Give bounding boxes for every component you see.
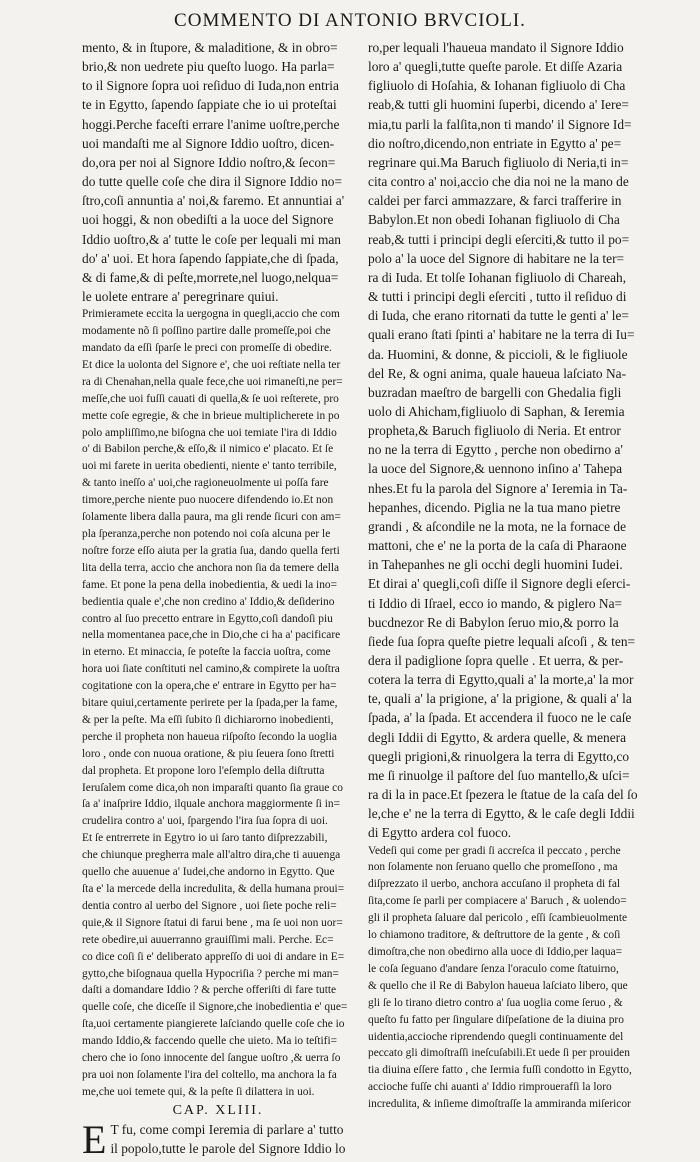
chapter-text [82, 1116, 354, 1162]
text-line: cotera la terra di Egytto,quali a' la morte,a' la mor [368, 672, 634, 688]
text-line: Et ſe entrerrete in Egytro io ui ſaro tanto diſprezzabili, [82, 832, 328, 845]
text-line: da. Huomini, & donne, & piccioli, & le figliuole [368, 346, 628, 362]
text-line: rete obedire,ui auuerranno grauiſſimi mali. Perche. Ec= [82, 933, 334, 946]
text-line: buzradan maeſtro de bargelli con Ghedalia figli [368, 384, 622, 400]
text-line: crudelira contro a' uoi, ſpargendo l'ira ſua ſopra di uoi. [82, 815, 328, 828]
text-line: uoi mi farete in uerita obedienti, niente e' tanto terribile, [82, 460, 337, 473]
text-line: fame. Et pone la pena della inobedientia, & uedi la ino= [82, 578, 338, 591]
text-line: loro a' quegli,tutte queſte parole. Et diſſe Azaria [368, 59, 623, 75]
text-line: me ſi rinuolge il paſtore del ſuo mantello,& uſci= [368, 767, 630, 783]
text-line: te, quali a' la prigione, a' la prigione, & quali a' la [368, 691, 632, 707]
text-line: quali erano ſtati ſpinti a' habitare ne la terra di Iu= [368, 327, 635, 343]
text-line: gli ſe lo tirano dietro contro a' ſua uoglia come ſeruo , & [368, 996, 623, 1009]
text-line: & quello che il Re di Babylon haueua laſciato libero, que [368, 979, 628, 992]
text-line: in Tahepanhes ne gli occhi degli huomini Iudei. [368, 557, 623, 573]
text-line: non ſolamente non ſeruano quello che promeſſono , ma [368, 861, 618, 874]
text-line: pra uoi non ſolamente l'ira del coltello, ma anchora la fa [82, 1068, 337, 1081]
text-line: propheta,& Baruch figliuolo di Neria. Et entror [368, 423, 621, 439]
commentary-text [82, 306, 354, 1101]
text-line: uoi hoggi, & non obediſti a la uoce del Signore [82, 212, 334, 228]
text-line: hepanhes, dicendo. Piglia ne la tua mano pietre [368, 499, 621, 515]
text-line: gli il propheta ſaluare dal pericolo , eſſi ſcambieuolmente [368, 912, 628, 925]
text-line: ſtro,coſi annuntia a' noi,& faremo. Et annuntiai a' [82, 193, 345, 209]
text-line: le coſa ſeguano d'andare ſenza l'oraculo come ſtatuirno, [368, 962, 619, 975]
text-line: modamente nõ ſi poſſino partire dalle promeſſe,poi che [82, 325, 331, 338]
text-line: bedientia quale e',che non credino a' Iddio,& deſiderino [82, 595, 335, 608]
text-line: dal propheta. Et propone loro l'eſemplo della diſtrutta [82, 764, 325, 777]
text-line: queſto fu fatto per ſingulare diſpeſatione de la diuina pro [368, 1013, 624, 1026]
text-line: chero che io ſono innocente del ſangue uoſtro ,& uerra ſo [82, 1052, 341, 1065]
text-line: & di fame,& di peſte,morrete,nel luogo,nelqua= [82, 269, 339, 285]
text-line: grandi , & aſcondile ne la mota, ne la fornace de [368, 518, 627, 534]
text-line: brio,& non uedrete piu queſto luogo. Ha parla= [82, 59, 335, 75]
text-line: me,che uoi temete qui, & la peſte ſi dilattera in uoi. [82, 1085, 315, 1098]
chapter-heading: CAP. XLIII. [172, 1102, 264, 1118]
text-line: T fu, come compi Ieremia di parlare a' tutto [110, 1121, 344, 1137]
text-line: ſolamente libera dalla paura, ma gli rende ſicuri con am= [82, 511, 341, 524]
text-line: pla ſperanza,perche non potendo noi coſa alcuna per le [82, 527, 331, 540]
text-line: tia diuina eſſere fatto , che Iermia fuſſi condotto in Egytto, [368, 1064, 632, 1077]
text-line: quelle coſe, che diceſſe il Signore,che inobedientia e' que= [82, 1001, 348, 1014]
text-line: & tutti i principi degli eſerciti , tutto il reſiduo di [368, 289, 627, 305]
text-line: lita della terra, accio che anchora non ſia da temere della [82, 561, 340, 574]
text-line: noſtre forze eſſo aiuta per la gratia ſua, dando quella ferti [82, 544, 340, 557]
text-line: le uolete entrare a' peregrinare quiui. [82, 289, 279, 305]
scripture-text [82, 38, 354, 306]
running-header: COMMENTO DI ANTONIO BRVCIOLI. [174, 10, 526, 31]
text-line: mandato da eſſi ſparſe le preci con promeſſe di obedire. [82, 342, 332, 354]
text-line: figliuolo di Hoſahia, & Iohanan figliuolo di Cha [368, 78, 626, 94]
text-line: polo a' la uoce del Signore di habitare ne la ter= [368, 250, 625, 266]
text-line: ra di Iuda. Et tolſe Iohanan figliuolo di Chareah, [368, 269, 627, 285]
text-line: reab,& tutti i principi degli eſerciti,& tutto il po= [368, 231, 630, 247]
text-line: loro , onde con nuoua oratione, & piu ſeuera ſono ſtretti [82, 747, 335, 760]
text-line: il popolo,tutte le parole del Signore Iddio lo [110, 1140, 346, 1156]
text-line: o' di Babilon perche,& eſſo,& il nimico e' placato. Et ſe [82, 443, 334, 456]
text-line: ſita,come ſe parli per compiacere a' Baruch , & uolendo= [368, 895, 627, 908]
text-line: la uoce del Signore,& uennono inſino a' Tahepa [368, 461, 623, 477]
text-line: che chiunque pregherra male all'altro dira,che ti auuenga [82, 849, 341, 862]
text-line: uoi mandaſti me al Signore Iddio uoſtro, dicen- [82, 135, 335, 151]
text-line: nella momentanea pace,che in Dio,che ci ha a' pacificare [82, 629, 341, 642]
text-line: mento, & in ſtupore, & maladitione, & in obro= [82, 40, 338, 55]
text-line: mette coſe egregie, & che in brieue multiplicherete in po [82, 409, 340, 422]
text-line: nhes.Et fu la parola del Signore a' Ieremia in Ta- [368, 480, 628, 496]
text-line: do' a' uoi. Et hora ſapendo ſappiate,che di ſpada, [82, 250, 339, 266]
text-line: regrinare qui.Ma Baruch figliuolo di Neria,ti in= [368, 154, 629, 170]
text-line: ro,per lequali l'haueua mandato il Signore Iddio [368, 40, 624, 55]
text-line: Iddio uoſtro,& a' tutte le coſe per lequali mi man [82, 231, 341, 247]
right-column [368, 38, 690, 1113]
text-line: del Re, & ogni anima, quale haueua laſciato Na- [368, 365, 627, 381]
text-line: mia,tu parli la falſita,non ti mando' il Signore Id= [368, 116, 632, 132]
text-line: Babylon.Et non obedi Iohanan figliuolo di Cha [368, 212, 620, 228]
drop-cap: E [82, 1116, 107, 1162]
text-line: caldei per farci ammazzare, & farci traſferire in [368, 193, 622, 209]
text-line: no ne la terra di Egytto , perche non obedirno a' [368, 442, 623, 458]
text-line: gytto,che biſognaua quella Hypocriſia ? perche mi man= [82, 967, 339, 980]
text-line: quie,& il Signore ſtatui di farui bene , ma ſe uoi non uor= [82, 916, 343, 929]
text-line: di Egytto ardera col fuoco. [368, 825, 512, 841]
text-line: te in Egytto, ſapendo ſappiate che io ui proteſtai [82, 97, 337, 113]
text-line: perche il propheta non haueua riſpoſto ſecondo la uoglia [82, 730, 337, 743]
text-line: timore,perche niente puo nuocere difendendo io.Et non [82, 494, 334, 507]
text-line: uidentia,accioche riprendendo quegli continuamente del [368, 1030, 624, 1043]
text-line: dera il padiglione ſopra quelle . Et uerra, & per- [368, 653, 624, 668]
text-line: to il Signore ſopra uoi reſiduo di Iuda,non entria [82, 78, 339, 94]
text-line: do tutte quelle coſe che dira il Signore Iddio no= [82, 174, 343, 190]
text-line: mando Iddio,& faccendo quelle che uieto. Ma io teſtifi= [82, 1035, 338, 1048]
text-line: bucdnezor Re di Babylon ſeruo mio,& porro la [368, 614, 619, 630]
text-line: polo ampliſſimo,ne biſogna che uoi temiate l'ira di Iddio [82, 426, 337, 439]
text-line: mattoni, che e' ne la porta de la caſa di Pharaone [368, 538, 627, 554]
text-line: le,che e' ne la terra di Egytto, & le caſe degli Iddii [368, 806, 635, 822]
text-line: ra di Chenahan,nella quale fece,che uoi rimaneſti,ne per= [82, 375, 343, 388]
text-line: peccato gli dimoſtraſſi ineſcuſabili.Et uede ſi per prouiden [368, 1047, 630, 1060]
text-line: ſpada, a' la ſpada. Et accendera il fuoco ne le caſe [368, 710, 632, 726]
text-line: Et dice la uolonta del Signore e', che uoi reſtiate nella ter [82, 358, 341, 371]
text-line: ra di la in pace.Et ſpezera le ſtatue de la caſa del ſo [368, 787, 638, 803]
scripture-text [368, 38, 690, 843]
text-line: Ieruſalem come dica,oh non imparaſti quanto ſia graue co [82, 781, 343, 794]
text-line: ſiede ſua ſopra queſte pietre lequali aſcoſi , & ten= [368, 633, 636, 649]
text-line: lo chiamono traditore, & deſtruttore de la gente , & coſi [368, 929, 621, 942]
text-line: di Iuda, che erano ritornati da tutte le genti a' le= [368, 308, 629, 324]
text-line: accioche fuſſe chi auanti a' Iddio rimprouerafſi la loro [368, 1081, 612, 1094]
text-line: reab,& tutti gli huomini ſuperbi, dicendo a' Iere= [368, 97, 629, 113]
text-line: do,ora per noi al Signore Iddio noſtro,& ſecon= [82, 154, 336, 170]
text-line: bitare quiui,certamente perirete per la ſpada,per la fame, [82, 697, 338, 710]
left-column [82, 38, 354, 1162]
text-line: co dice coſi ſi e' deliberato appreſſo di uoi di andare in E= [82, 950, 345, 963]
text-line: dimoſtra,che non obedirno alla uoce di Iddio,per laqua= [368, 946, 623, 958]
text-line: degli Iddii di Egytto, & ardera quelle, & menera [368, 729, 627, 745]
text-line: hora uoi ſiate conſtituti nel camino,& compirete la uoſtra [82, 663, 340, 676]
text-line: ſa a' inaſprire Iddio, ilquale anchora maggiormente ſi in= [82, 798, 341, 811]
text-line: ſta e' la mercede della incredulita, & della humana proui= [82, 883, 345, 895]
text-line: in eterno. Et minaccia, ſe poteſte la faccia uoſtra, come [82, 646, 331, 659]
text-line: hoggi.Perche faceſti errare l'anime uoſtre,perche [82, 116, 340, 132]
text-line: diſprezzato il uerbo, anchora accuſano il propheta di fal [368, 878, 621, 891]
text-line: contro al ſuo precetto entrare in Egytto,coſi dandoſi piu [82, 612, 333, 625]
text-line: daſti a domandare Iddio ? & perche offeriſti di fare tutte [82, 984, 337, 997]
text-line: Vedeſi qui come per gradi ſi accreſca il peccato , perche [368, 844, 621, 857]
text-line: Primieramete eccita la uergogna in quegli,accio che com [82, 308, 340, 321]
commentary-text [368, 843, 690, 1114]
text-line: quello che auuenue a' Iudei,che andorno in Egytto. Que [82, 866, 335, 879]
text-line: ſta,uoi certamente piangierete laſciando quelle coſe che io [82, 1018, 345, 1031]
text-line: quegli prigioni,& rinuolgera la terra di Egytto,co [368, 748, 630, 764]
text-line: dio noſtro,dicendo,non entriate in Egytto a' pe= [368, 135, 622, 151]
text-line: meſſe,che uoi fuſſi cauati di quella,& ſe uoi reſterete, pro [82, 392, 339, 405]
text-line: dentia contro al uerbo del Signore , uoi ſiete poche reli= [82, 899, 337, 912]
text-line: Et dirai a' quegli,coſi diſſe il Signore degli eſerci- [368, 576, 631, 592]
text-line: uolo di Ahicham,figliuolo di Saphan, & Ieremia [368, 403, 625, 419]
text-line: cita contro a' noi,accio che dia noi ne la mano de [368, 174, 629, 190]
text-line: & tanto ineſſo a' uoi,che ragioneuolmente ui poſſa fare [82, 477, 329, 490]
text-line: incredulita, & inſieme dimoſtraſſe la ammiranda miſericor [368, 1098, 631, 1111]
chapter-opening [82, 1116, 354, 1162]
text-line: cogitatione con la opera,che e' entrare in Egytto per ha= [82, 680, 337, 693]
text-line: ti Iddio di Iſrael, ecco io mando, & piglero Na= [368, 595, 623, 611]
text-line: & per la peſte. Ma eſſi ſubito ſi dichiarorno inobedienti, [82, 713, 334, 726]
